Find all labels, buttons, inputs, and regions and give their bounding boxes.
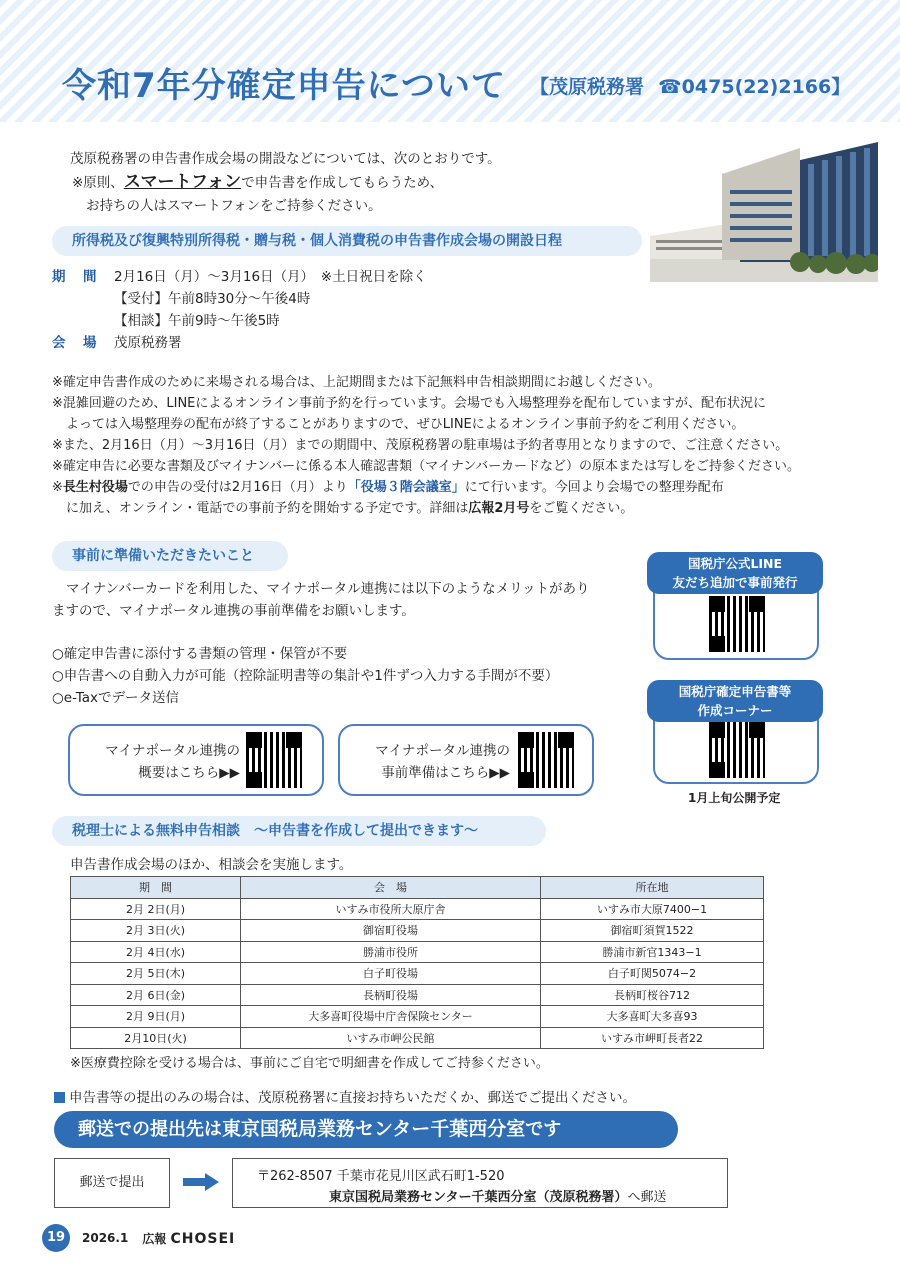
qr-caption xyxy=(86,740,240,784)
address-cell: いすみ市大原7400−1 xyxy=(541,898,764,920)
myportal-overview-link[interactable] xyxy=(68,724,324,796)
qr-code-icon[interactable] xyxy=(709,722,765,778)
line-tag xyxy=(647,552,823,594)
publication-name xyxy=(142,1230,235,1247)
note-emphasis: 長生村役場 xyxy=(62,480,128,495)
page-footer xyxy=(42,1224,235,1252)
publication-title: CHOSEI xyxy=(170,1230,236,1247)
corner-release-note: 1月上旬公開予定 xyxy=(688,791,781,805)
filing-corner-box[interactable] xyxy=(653,684,819,784)
tax-consult-lead: 申告書作成会場のほか、相談会を実施します。 xyxy=(70,857,353,873)
schedule-block xyxy=(52,266,427,354)
address-cell: いすみ市岬町長者22 xyxy=(541,1027,764,1049)
schedule-heading: 所得税及び復興特別所得税・贈与税・個人消費税の申告書作成会場の開設日程 xyxy=(52,226,642,256)
note: ※確定申告に必要な書類及びマイナンバーに係る本人確認書類（マイナンバーカードなど）の原本または写しをご持参ください。 xyxy=(52,459,800,474)
intro-line xyxy=(70,171,501,195)
list-item: ○e-Taxでデータ送信 xyxy=(52,690,179,706)
recipient xyxy=(329,1186,667,1205)
venue-cell: いすみ市岬公民館 xyxy=(241,1027,541,1049)
tax-consult-heading: 税理士による無料申告相談 ～申告書を作成して提出できます～ xyxy=(52,816,546,846)
building-photo xyxy=(650,134,878,282)
office-contact xyxy=(530,72,850,99)
consultation-table xyxy=(70,876,764,1049)
date-cell: 2月10日(火) xyxy=(71,1027,241,1049)
office-tel: ☎0475(22)2166】 xyxy=(658,76,851,98)
venue-cell: 御宿町役場 xyxy=(241,920,541,942)
address-cell: 勝浦市新官1343−1 xyxy=(541,941,764,963)
banner-fragment: 郵送での提出先は xyxy=(78,1119,222,1140)
intro-line: お持ちの人はスマートフォンをご持参ください。 xyxy=(86,198,382,214)
issue-date: 2026.1 xyxy=(82,1231,129,1245)
smartphone-emphasis: スマートフォン xyxy=(123,172,242,192)
prep-list xyxy=(52,643,558,709)
prep-line: マイナンバーカードを利用した、マイナポータル連携には以下のようなメリットがあり xyxy=(66,581,590,597)
date-cell: 2月 5日(木) xyxy=(71,963,241,985)
intro-fragment: で申告書を作成してもらうため、 xyxy=(241,175,444,191)
venue-cell: 白子町役場 xyxy=(241,963,541,985)
recipient-name: 東京国税局業務センター千葉西分室（茂原税務署） xyxy=(329,1190,628,1205)
note-fragment: ※ xyxy=(52,480,63,495)
venue-value: 茂原税務署 xyxy=(114,335,182,351)
qr-caption-line: マイナポータル連携の xyxy=(375,743,510,759)
note-fragment: に加え、オンライン・電話での事前予約を開始する予定です。詳細は xyxy=(66,501,469,516)
address-cell: 大多喜町大多喜93 xyxy=(541,1006,764,1028)
note: ※混雑回避のため、LINEによるオンライン事前予約を行っています。会場でも入場整理券を配布していますが、配布状況に xyxy=(52,396,766,411)
tag-line: 友だち追加で事前発行 xyxy=(672,575,798,590)
qr-caption-line: 事前準備はこちら▶▶ xyxy=(381,765,510,781)
venue-cell: 勝浦市役所 xyxy=(241,941,541,963)
table-row xyxy=(71,898,764,920)
mail-step-box: 郵送で提出 xyxy=(54,1158,170,1208)
table-header-row xyxy=(71,877,764,899)
qr-code-icon[interactable] xyxy=(518,732,574,788)
date-cell: 2月 6日(金) xyxy=(71,984,241,1006)
recipient-suffix: へ郵送 xyxy=(627,1190,667,1205)
office-name: 【茂原税務署 xyxy=(530,76,645,98)
note-fragment: にて行います。今回より会場での整理券配布 xyxy=(464,480,724,495)
note: ※確定申告書作成のために来場される場合は、上記期間または下記無料申告相談期間にお越しください。 xyxy=(52,375,661,390)
date-cell: 2月 2日(月) xyxy=(71,898,241,920)
note: よっては入場整理券の配布が終了することがありますので、ぜひLINEによるオンライン事前予約をご利用ください。 xyxy=(66,417,745,432)
tag-line: 国税庁公式LINE xyxy=(687,556,783,571)
square-bullet-icon xyxy=(54,1092,65,1103)
note xyxy=(52,477,832,498)
qr-caption-line: 概要はこちら▶▶ xyxy=(138,765,240,781)
qr-code-icon[interactable] xyxy=(246,732,302,788)
table-row xyxy=(71,1027,764,1049)
column-header: 期 間 xyxy=(71,877,241,899)
intro-line: 茂原税務署の申告書作成会場の開設などについては、次のとおりです。 xyxy=(70,151,501,167)
qr-caption xyxy=(354,740,510,784)
column-header: 会 場 xyxy=(241,877,541,899)
arrow-right-icon xyxy=(183,1173,219,1191)
submit-lead xyxy=(54,1086,636,1106)
address-cell: 長柄町桜谷712 xyxy=(541,984,764,1006)
prep-text xyxy=(52,578,632,622)
table-row xyxy=(71,1006,764,1028)
prep-heading: 事前に準備いただきたいこと xyxy=(52,541,288,571)
page-title: 令和7年分確定申告について xyxy=(62,66,506,106)
intro-text xyxy=(70,148,501,218)
note-emphasis: 「役場３階会議室」 xyxy=(347,480,465,495)
period-label: 期 間 xyxy=(52,269,99,285)
venue-cell: 長柄町役場 xyxy=(241,984,541,1006)
table-row xyxy=(71,941,764,963)
page-number: 19 xyxy=(42,1224,70,1252)
address-cell: 御宿町須賀1522 xyxy=(541,920,764,942)
mail-destination-banner xyxy=(54,1111,678,1148)
venue-cell: いすみ市役所大原庁舎 xyxy=(241,898,541,920)
venue-cell: 大多喜町役場中庁舎保険センター xyxy=(241,1006,541,1028)
note-emphasis: 広報2月号 xyxy=(468,501,530,516)
reception-hours: 【受付】午前8時30分～午後4時 xyxy=(114,291,311,307)
banner-office: 東京国税局業務センター千葉西分室 xyxy=(222,1118,526,1140)
intro-fragment: ※原則、 xyxy=(72,175,124,191)
table-row xyxy=(71,963,764,985)
table-row xyxy=(71,920,764,942)
postal-address: 〒262-8507 千葉市花見川区武石町1-520 xyxy=(257,1169,505,1184)
myportal-preparation-link[interactable] xyxy=(338,724,594,796)
note: ※また、2月16日（月）～3月16日（月）までの期間中、茂原税務署の駐車場は予約者専用となりますので、ご注意ください。 xyxy=(52,438,789,453)
tag-line: 国税庁確定申告書等 xyxy=(678,684,792,699)
corner-tag xyxy=(647,680,823,722)
qr-code-icon[interactable] xyxy=(709,596,765,652)
line-official-box[interactable] xyxy=(653,556,819,660)
banner-fragment: です xyxy=(525,1119,562,1140)
note-fragment: をご覧ください。 xyxy=(529,501,634,516)
tag-line: 作成コーナー xyxy=(697,703,773,718)
column-header: 所在地 xyxy=(541,877,764,899)
date-cell: 2月 4日(水) xyxy=(71,941,241,963)
note-fragment: での申告の受付は2月16日（月）より xyxy=(127,480,348,495)
date-cell: 2月 9日(月) xyxy=(71,1006,241,1028)
period-value: 2月16日（月）～3月16日（月） ※土日祝日を除く xyxy=(114,269,427,285)
submit-lead-text: 申告書等の提出のみの場合は、茂原税務署に直接お持ちいただくか、郵送でご提出ください。 xyxy=(69,1090,636,1106)
medical-deduction-note: ※医療費控除を受ける場合は、事前にご自宅で明細書を作成してご持参ください。 xyxy=(70,1056,549,1071)
consultation-hours: 【相談】午前9時～午後5時 xyxy=(114,313,280,329)
table-row xyxy=(71,984,764,1006)
notes-block xyxy=(52,372,832,519)
address-cell: 白子町関5074−2 xyxy=(541,963,764,985)
date-cell: 2月 3日(火) xyxy=(71,920,241,942)
note xyxy=(52,498,832,519)
venue-label: 会 場 xyxy=(52,335,99,351)
list-item: ○確定申告書に添付する書類の管理・保管が不要 xyxy=(52,646,348,662)
publication-label: 広報 xyxy=(142,1231,167,1246)
qr-caption-line: マイナポータル連携の xyxy=(105,743,240,759)
prep-line: ますので、マイナポータル連携の事前準備をお願いします。 xyxy=(52,603,415,619)
mail-address-box xyxy=(232,1158,728,1208)
list-item: ○申告書への自動入力が可能（控除証明書等の集計や1件ずつ入力する手間が不要） xyxy=(52,668,559,684)
